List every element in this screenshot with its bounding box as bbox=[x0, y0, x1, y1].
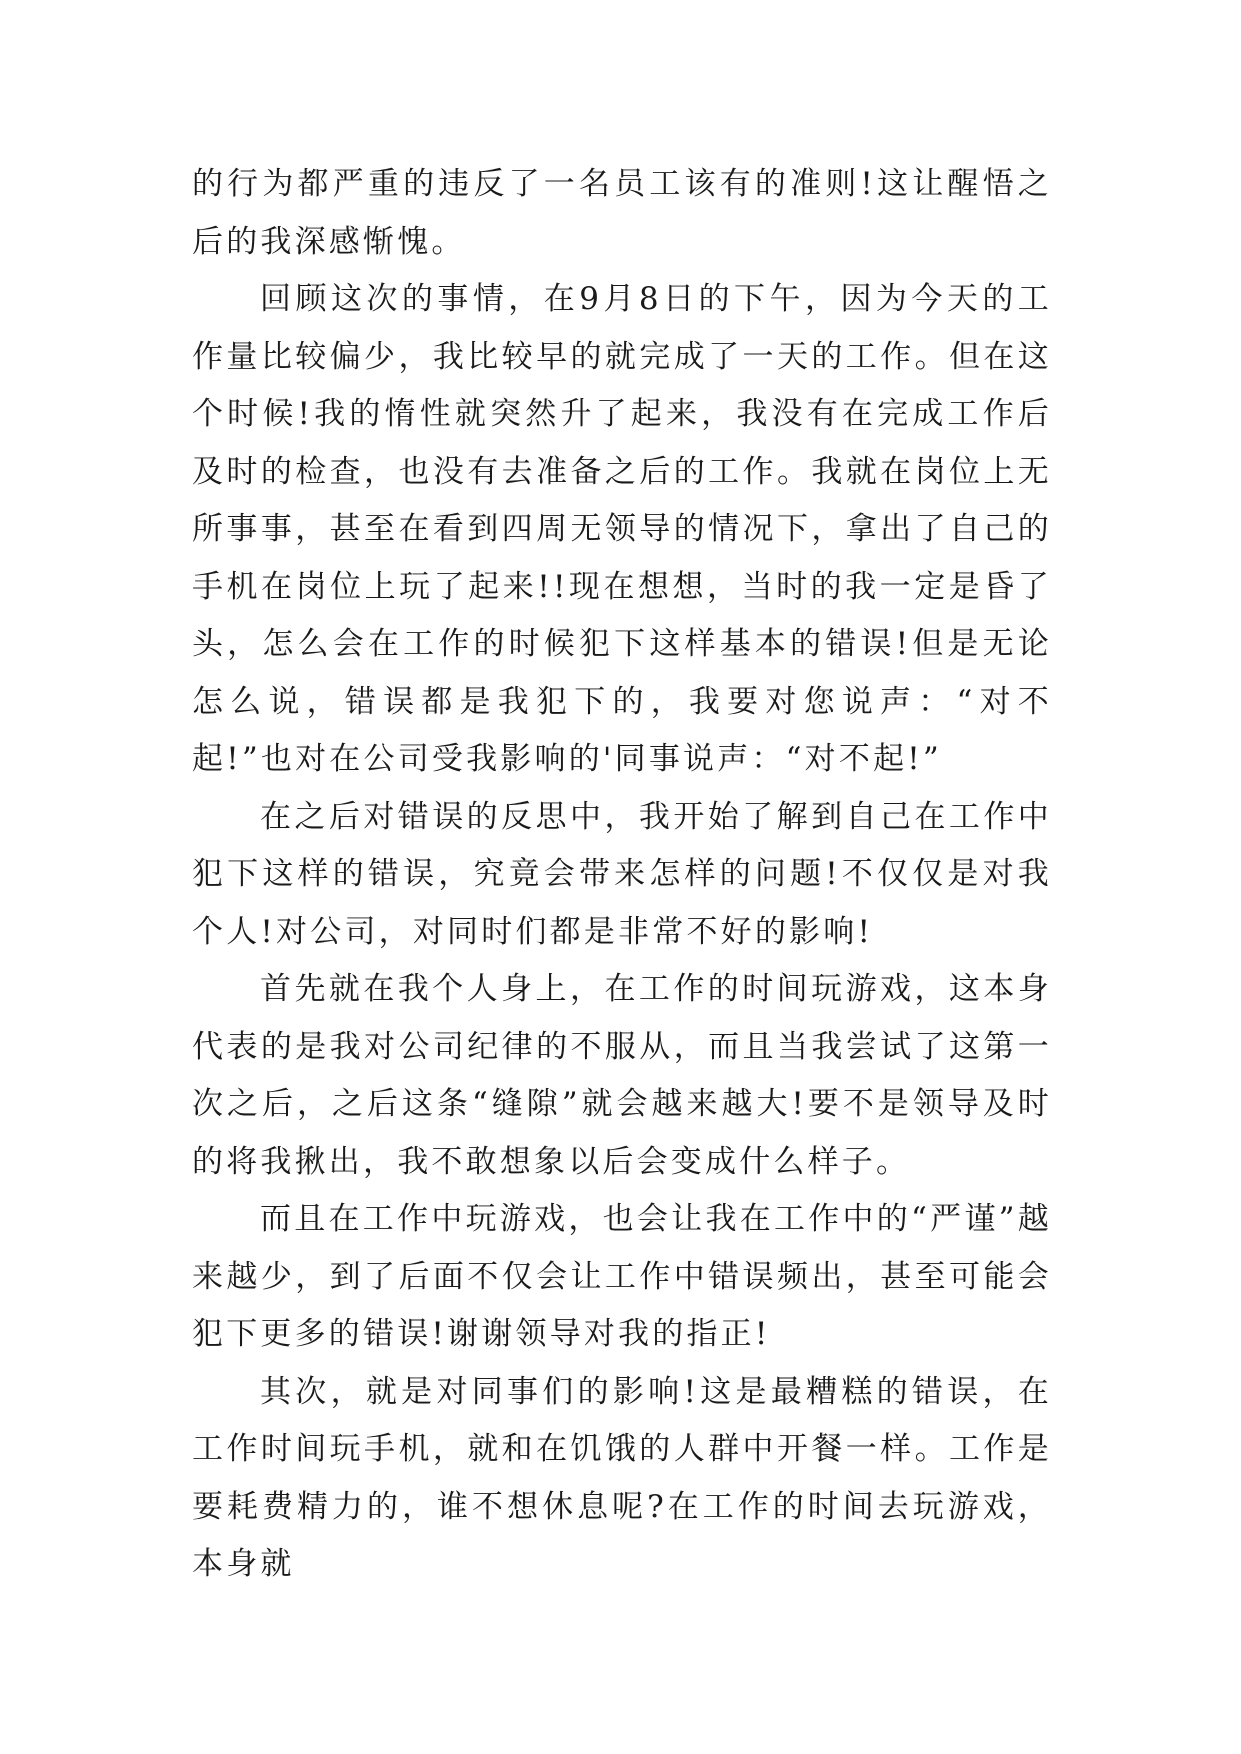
paragraph-5: 而且在工作中玩游戏，也会让我在工作中的“严谨”越来越少，到了后面不仅会让工作中错误频出，甚至可能会犯下更多的错误!谢谢领导对我的指正! bbox=[192, 1201, 1052, 1352]
paragraph-4: 首先就在我个人身上，在工作的时间玩游戏，这本身代表的是我对公司纪律的不服从，而且当我尝试了这第一次之后，之后这条“缝隙”就会越来越大!要不是领导及时的将我揪出，我不敢想象以后会变成什么样子。 bbox=[192, 971, 1052, 1180]
paragraph-6: 其次，就是对同事们的影响!这是最糟糕的错误，在工作时间玩手机，就和在饥饿的人群中开餐一样。工作是要耗费精力的，谁不想休息呢?在工作的时间去玩游戏，本身就 bbox=[192, 1373, 1052, 1582]
paragraph-2: 回顾这次的事情，在9月8日的下午，因为今天的工作量比较偏少，我比较早的就完成了一天的工作。但在这个时候!我的惰性就突然升了起来，我没有在完成工作后及时的检查，也没有去准备之后的工作。我就在岗位上无所事事，甚至在看到四周无领导的情况下，拿出了自己的手机在岗位上玩了起来!!现在想想，当时的我一定是昏了头，怎么会在工作的时候犯下这样基本的错误!但是无论怎么说，错误都是我犯下的，我要对您说声：“对不起!”也对在公司受我影响的'同事说声：“对不起!” bbox=[192, 281, 1052, 777]
paragraph-3: 在之后对错误的反思中，我开始了解到自己在工作中犯下这样的错误，究竟会带来怎样的问题!不仅仅是对我个人!对公司，对同时们都是非常不好的影响! bbox=[192, 798, 1052, 950]
document-body bbox=[192, 156, 1052, 1594]
paragraph-1: 的行为都严重的违反了一名员工该有的准则!这让醒悟之后的我深感惭愧。 bbox=[192, 166, 1052, 260]
